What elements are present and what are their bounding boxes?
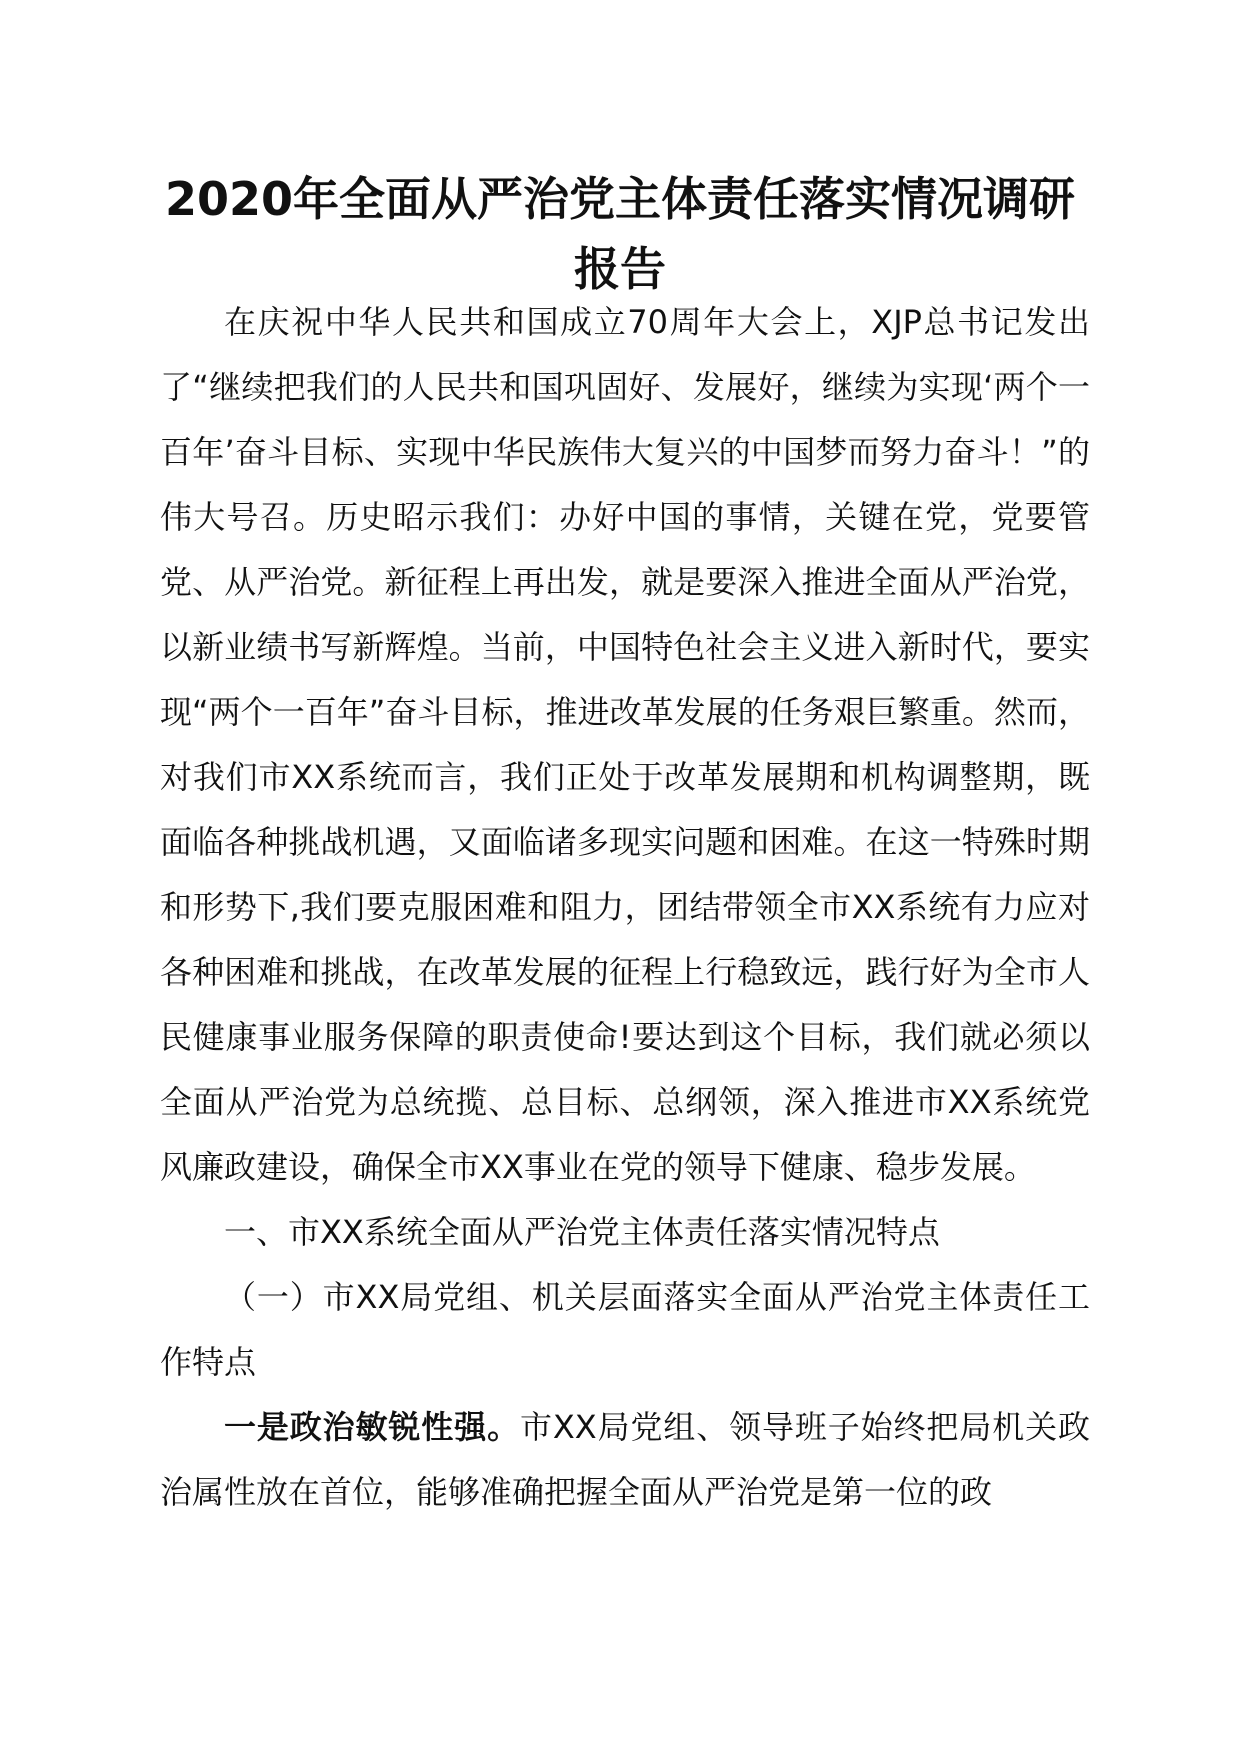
subsection-1-heading: （一）市XX局党组、机关层面落实全面从严治党主体责任工作特点 — [160, 1278, 1090, 1381]
document-body — [160, 290, 1090, 1525]
document-title — [140, 164, 1100, 304]
point-1-paragraph — [160, 1395, 1090, 1525]
intro-paragraph: 在庆祝中华人民共和国成立70周年大会上，XJP总书记发出了“继续把我们的人民共和国巩固好、发展好，继续为实现‘两个一百年’奋斗目标、实现中华民族伟大复兴的中国梦而努力奋斗！”的伟大号召。历史昭示我们：办好中国的事情，关键在党，党要管党、从严治党。新征程上再出发，就是要深入推进全面从严治党，以新业绩书写新辉煌。当前，中国特色社会主义进入新时代，要实现“两个一百年”奋斗目标，推进改革发展的任务艰巨繁重。然而，对我们市XX系统而言，我们正处于改革发展期和机构调整期，既面临各种挑战机遇，又面临诸多现实问题和困难。在这一特殊时期和形势下,我们要克服困难和阻力，团结带领全市XX系统有力应对各种困难和挑战，在改革发展的征程上行稳致远，践行好为全市人民健康事业服务保障的职责使命!要达到这个目标，我们就必须以全面从严治党为总统揽、总目标、总纲领，深入推进市XX系统党风廉政建设，确保全市XX事业在党的领导下健康、稳步发展。 — [160, 303, 1090, 1186]
title-line-1: 2020年全面从严治党主体责任落实情况调研 — [164, 172, 1076, 226]
point-1-lead: 一是政治敏锐性强。 — [224, 1408, 520, 1446]
section-1-heading: 一、市XX系统全面从严治党主体责任落实情况特点 — [224, 1213, 940, 1251]
title-line-2: 报告 — [574, 242, 666, 296]
point-1-text: 市XX局党组、领导班子始终把局机关政治属性放在首位，能够准确把握全面从严治党是第一位的政 — [160, 1408, 1090, 1511]
